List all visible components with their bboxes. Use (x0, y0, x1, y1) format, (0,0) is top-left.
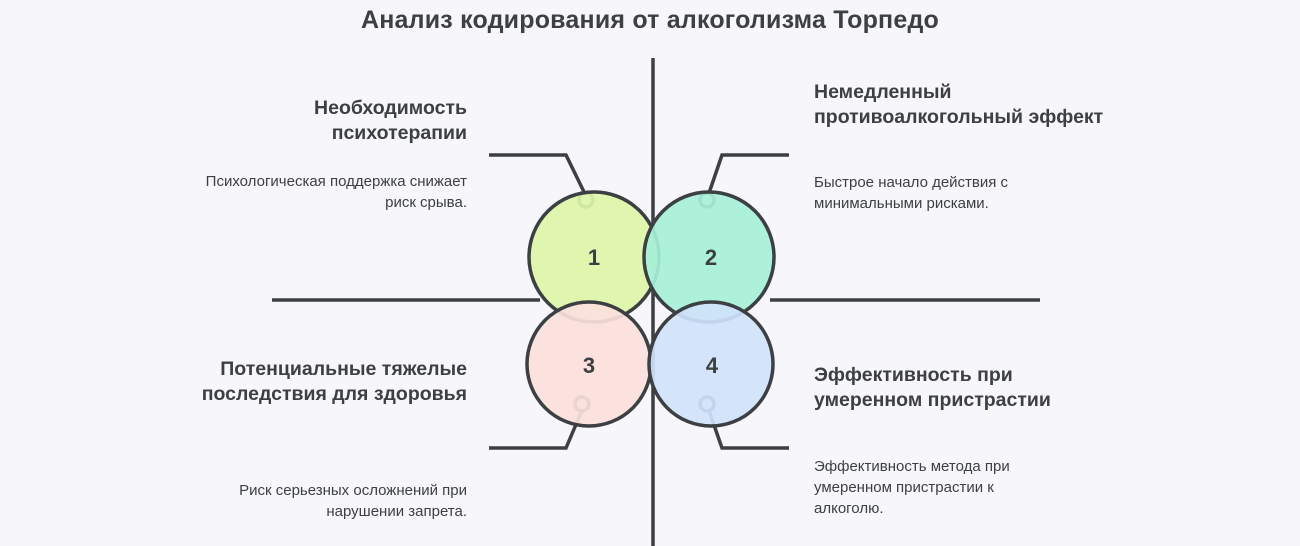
quadrant-description-3: Риск серьезных осложнений при нарушении запрета. (239, 482, 467, 520)
circle-number-4: 4 (705, 353, 719, 378)
circle-number-2: 2 (704, 245, 718, 270)
quadrant-description-2: Быстрое начало действия с минимальными рисками. (814, 174, 1009, 212)
quadrant-label-4: Эффективность при умеренном пристрастии (814, 364, 1051, 411)
quadrant-label-2: Немедленный противоалкогольный эффект (814, 81, 1104, 128)
quadrant-label-3: Потенциальные тяжелые последствия для здоровья (201, 358, 467, 405)
connector-2 (708, 155, 789, 196)
page-title: Анализ кодирования от алкоголизма Торпедо (361, 6, 939, 34)
circle-number-1: 1 (587, 245, 601, 270)
connector-1 (489, 155, 586, 196)
quadrant-label-1: Необходимость психотерапии (314, 97, 467, 144)
quadrant-description-1: Психологическая поддержка снижает риск срыва. (205, 173, 467, 211)
circle-number-3: 3 (582, 353, 596, 378)
quadrant-description-4: Эффективность метода при умеренном пристрастии к алкоголю. (814, 458, 1010, 517)
